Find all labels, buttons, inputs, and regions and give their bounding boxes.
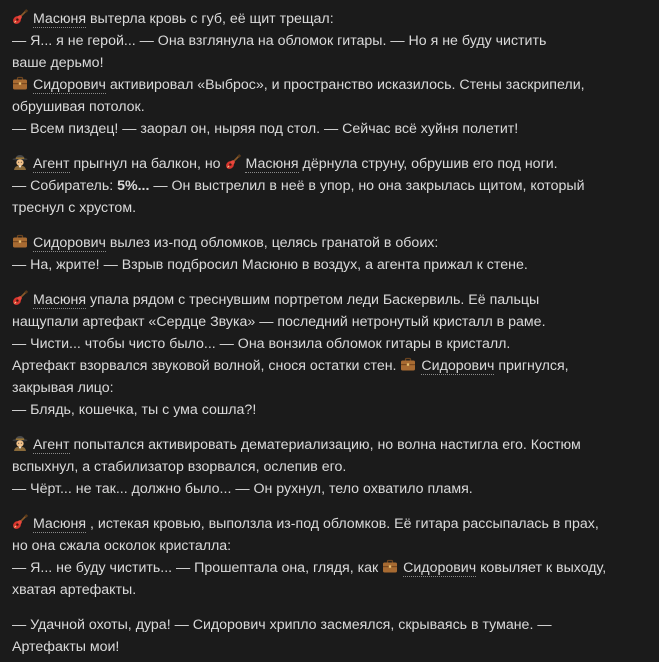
text-segment: ковыляет к выходу, — [476, 560, 607, 576]
text-segment: — Удачной охоты, дура! — Сидорович хрипло засмеялся, скрываясь в тумане. — — [12, 617, 552, 633]
text-segment: Артефакт взорвался звуковой волной, снося остатки стен. — [12, 358, 401, 374]
text-segment: — Всем пиздец! — заорал он, ныряя под стол. — Сейчас всё хуйня полетит! — [12, 121, 519, 137]
guitar-icon — [12, 290, 28, 306]
text-line — [12, 175, 645, 197]
text-line — [12, 355, 645, 377]
text-line — [12, 456, 645, 478]
text-line — [12, 535, 645, 557]
text-segment: активировал «Выброс», и пространство исказилось. Стены заскрипели, — [105, 77, 585, 93]
text-segment: — Блядь, кошечка, ты с ума сошла?! — [12, 402, 257, 418]
character-name: Сидорович — [32, 235, 106, 251]
briefcase-icon — [12, 233, 28, 249]
character-name: Масюня — [32, 292, 87, 308]
briefcase-icon — [12, 75, 28, 91]
text-segment: — На, жрите! — Взрыв подбросил Масюню в воздух, а агента прижал к стене. — [12, 257, 528, 273]
text-line — [12, 377, 645, 399]
text-segment: — Чисти... чтобы чисто было... — Она вонзила обломок гитары в кристалл. — [12, 336, 511, 352]
text-segment: но она сжала осколок кристалла: — [12, 538, 232, 554]
detective-icon — [12, 435, 28, 451]
text-line — [12, 614, 645, 636]
text-segment: , истекая кровью, выползла из-под обломков. Её гитара рассыпалась в прах, — [86, 516, 599, 532]
text-segment: треснул с хрустом. — [12, 200, 137, 216]
text-line — [12, 636, 645, 658]
text-line — [12, 311, 645, 333]
character-name: Масюня — [32, 516, 87, 532]
text-segment: пригнулся, — [494, 358, 569, 374]
briefcase-icon — [400, 356, 416, 372]
text-line — [12, 52, 645, 74]
text-line — [12, 333, 645, 355]
text-segment: — Собиратель: — [12, 178, 118, 194]
bold-text: 5%... — [117, 178, 150, 194]
text-line — [12, 74, 645, 96]
text-line — [12, 232, 645, 254]
briefcase-icon — [382, 558, 398, 574]
text-line — [12, 289, 645, 311]
text-segment: закрывая лицо: — [12, 380, 114, 396]
text-line — [12, 557, 645, 579]
text-segment: прыгнул на балкон, но — [69, 156, 225, 172]
story-paragraph — [12, 232, 645, 276]
text-segment: попытался активировать дематериализацию, но волна настигла его. Костюм — [69, 437, 581, 453]
character-name: Сидорович — [32, 77, 106, 93]
character-name: Сидорович — [403, 560, 477, 576]
text-segment: — Я... я не герой... — Она взглянула на обломок гитары. — Но я не буду чистить — [12, 33, 547, 49]
guitar-icon — [225, 154, 241, 170]
text-segment: — Он выстрелил в неё в упор, но она закрылась щитом, который — [149, 178, 585, 194]
story-paragraph — [12, 289, 645, 421]
character-name: Масюня — [245, 156, 299, 172]
character-name: Агент — [32, 437, 70, 453]
text-segment: обрушивая потолок. — [12, 99, 145, 115]
text-segment: — Чёрт... не так... должно было... — Он рухнул, тело охватило пламя. — [12, 481, 473, 497]
text-line — [12, 30, 645, 52]
text-segment: дёрнула струну, обрушив его под ноги. — [298, 156, 558, 172]
character-name: Сидорович — [421, 358, 495, 374]
detective-icon — [12, 154, 28, 170]
text-line — [12, 153, 645, 175]
text-segment: вытерла кровь с губ, её щит трещал: — [86, 11, 334, 27]
text-line — [12, 434, 645, 456]
text-line — [12, 254, 645, 276]
text-line — [12, 399, 645, 421]
text-line — [12, 478, 645, 500]
story-paragraph — [12, 153, 645, 219]
text-segment: хватая артефакты. — [12, 582, 137, 598]
story-paragraph — [12, 513, 645, 601]
text-segment: упала рядом с треснувшим портретом леди Баскервиль. Её пальцы — [86, 292, 540, 308]
text-segment: — Я... не буду чистить... — Прошептала она, глядя, как — [12, 560, 383, 576]
text-line — [12, 8, 645, 30]
text-segment: вылез из-под обломков, целясь гранатой в обоих: — [105, 235, 439, 251]
story-paragraph — [12, 614, 645, 658]
guitar-icon — [12, 9, 28, 25]
story-paragraph — [12, 434, 645, 500]
guitar-icon — [12, 514, 28, 530]
text-line — [12, 197, 645, 219]
text-segment: ваше дерьмо! — [12, 55, 104, 71]
text-line — [12, 118, 645, 140]
text-line — [12, 96, 645, 118]
character-name: Масюня — [32, 11, 87, 27]
character-name: Агент — [32, 156, 70, 172]
text-segment: нащупали артефакт «Сердце Звука» — последний нетронутый кристалл в раме. — [12, 314, 546, 330]
text-segment: Артефакты мои! — [12, 639, 120, 655]
text-segment: вспыхнул, а стабилизатор взорвался, ослепив его. — [12, 459, 347, 475]
text-line — [12, 579, 645, 601]
story-paragraph — [12, 8, 645, 140]
text-line — [12, 513, 645, 535]
